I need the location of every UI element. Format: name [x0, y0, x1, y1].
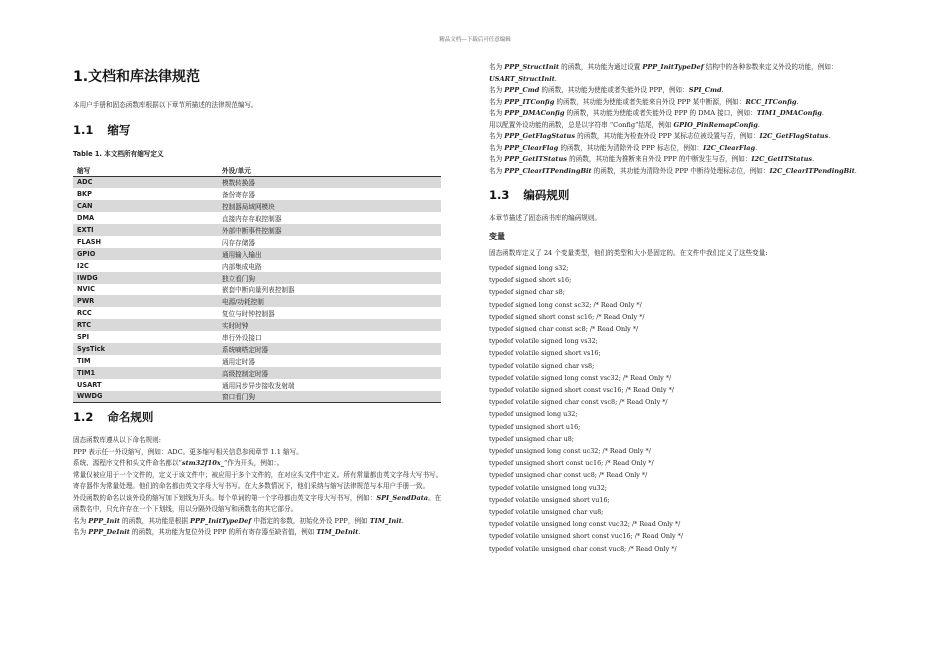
rule-emphasis: PPP_InitTypeDef: [642, 63, 704, 71]
rule-emphasis: USART_StructInit: [489, 74, 555, 83]
unit-cell: 独立看门狗: [218, 272, 441, 284]
abbreviation-cell: SPI: [77, 333, 90, 342]
typedef-line: typedef volatile unsigned long const vuc32; /* Read Only */: [489, 520, 681, 529]
document-title: 1.文档和库法律规范: [73, 69, 201, 85]
abbreviation-cell: IWDG: [73, 272, 218, 284]
unit-cell: 备份寄存器: [222, 191, 255, 200]
table-row: [73, 331, 441, 343]
typedef-line: typedef volatile signed char vs8;: [489, 361, 595, 370]
rule-text: 系统、源程序文件和头文件命名都以“: [73, 459, 182, 468]
table-row: [73, 212, 441, 224]
typedef-line: typedef signed short s16;: [489, 276, 572, 285]
abbreviation-cell: USART: [77, 380, 102, 389]
rule-emphasis: PPP_Init: [88, 516, 120, 525]
rule-text: ”作为开头，例如：。: [224, 459, 284, 468]
typedef-line: typedef unsigned short u16;: [489, 422, 581, 431]
abbreviation-cell: BKP: [77, 190, 92, 199]
abbreviation-cell: TIM: [77, 356, 91, 365]
section-title: 命名规则: [107, 410, 154, 425]
typedef-line: typedef unsigned char u8;: [489, 434, 574, 443]
rule-emphasis: GPIO_PinRemapConfig: [673, 120, 758, 129]
rule-emphasis: I2C_ClearITPendingBit: [769, 166, 855, 175]
abbreviation-cell: SysTick: [73, 343, 218, 355]
abbreviation-cell: RCC: [77, 309, 92, 318]
table-row: [73, 295, 441, 307]
rule-line: 名为 PPP_GetITStatus 的函数，其功能为推断来自外设 PPP 的中断发生与否，例如：I2C_GetITStatus.: [489, 155, 815, 163]
page-header: 精品文档---下载后可任意编辑: [439, 37, 511, 43]
abbreviation-cell: RTC: [73, 319, 218, 331]
naming-rules-continued: [489, 62, 889, 177]
rule-emphasis: PPP_Cmd: [504, 86, 540, 94]
rule-line: [73, 527, 443, 539]
rule-emphasis: PPP_ClearFlag: [504, 143, 559, 152]
rule-line: PPP 表示任一外设缩写，例如：ADC。更多缩写相关信息参阅章节 1.1 缩写。: [73, 447, 303, 456]
section-title: 编码规则: [523, 188, 570, 202]
abbreviation-table: [73, 164, 441, 404]
typedef-line: typedef volatile signed long vs32;: [489, 337, 598, 346]
rule-text: 名为: [73, 528, 89, 537]
typedef-line: typedef volatile signed char const vsc8; /* Read Only */: [489, 398, 668, 407]
rule-emphasis: I2C_ClearFlag: [703, 143, 756, 152]
typedef-line: typedef volatile unsigned long vu32;: [489, 483, 607, 492]
typedef-line: typedef unsigned char const uc8; /* Read Only */: [489, 471, 648, 480]
typedef-line: typedef volatile unsigned short const vuc16; /* Read Only */: [489, 532, 684, 541]
table-row: [73, 260, 441, 272]
typedef-line: typedef signed long const sc32; /* Read Only */: [489, 300, 642, 309]
typedef-line: typedef signed char const sc8; /* Read Only */: [489, 325, 639, 334]
rule-line: 名为 PPP_StructInit 的函数，其功能为通过设置 PPP_InitTypeDef 结构中的各种参数来定义外设的功能，例如：USART_StructInit.: [489, 63, 838, 83]
unit-cell: 外部中断事件控制器: [218, 224, 441, 236]
table-row: [73, 391, 441, 403]
rule-emphasis: PPP_ClearITPendingBit: [504, 166, 592, 175]
section-title: 缩写: [107, 122, 131, 137]
unit-cell: 系统嘀嗒定时器: [218, 343, 441, 355]
table-caption: Table 1. 本文档所有缩写定义: [73, 149, 164, 158]
section-intro: 本章节描述了固态函书库的编码规则。: [489, 214, 602, 222]
rule-line: 用以配置外设功能的函数，总是以字符串 “Config”结尾，例如 GPIO_PinRemapConfig.: [489, 120, 760, 129]
left-column: [73, 62, 443, 539]
typedef-line: typedef signed char s8;: [489, 288, 565, 297]
rule-emphasis: I2C_GetITStatus: [751, 155, 813, 163]
rule-emphasis: I2C_GetFlagStatus: [759, 132, 829, 140]
unit-cell: 直接内存存取控制器: [222, 215, 282, 224]
rule-text: 的函数，其功能是根据: [119, 516, 191, 525]
typedef-line: typedef signed long s32;: [489, 264, 569, 272]
unit-cell: 闪存存储器: [222, 238, 255, 247]
typedef-line: typedef volatile signed long const vsc32; /* Read Only */: [489, 373, 672, 382]
rule-line: [73, 458, 443, 470]
typedef-line: typedef unsigned long const uc32; /* Read Only */: [489, 447, 651, 456]
unit-cell: 电源/功耗控制: [218, 295, 441, 307]
rule-text: 名为: [73, 516, 89, 525]
unit-cell: 通用同步异步接收发射端: [222, 381, 295, 390]
unit-cell: 实时时钟: [218, 319, 441, 331]
abbreviation-cell: CAN: [73, 200, 218, 212]
rule-emphasis: SPI_Cmd: [688, 86, 722, 94]
table-row: [73, 188, 441, 200]
table-row: [73, 319, 441, 331]
table-row: [73, 284, 441, 296]
unit-cell: 模数转换器: [218, 176, 441, 188]
section-number: 1.2: [73, 410, 94, 425]
rule-text: .: [401, 516, 404, 525]
table-row: [73, 248, 441, 260]
section-heading-naming: [73, 409, 443, 425]
rule-emphasis: PPP_InitTypeDef: [190, 516, 252, 525]
table-row: [73, 176, 441, 188]
typedef-line: typedef unsigned long u32;: [489, 410, 578, 419]
typedef-line: typedef signed short const sc16; /* Read Only */: [489, 312, 645, 321]
rule-line: 名为 PPP_DMAConfig 的函数，其功能为使能或者失能外设 PPP 的 DMA 接口，例如：TIM1_DMAConfig.: [489, 109, 824, 117]
naming-rules: [73, 435, 443, 539]
rule-emphasis: RCC_ITConfig: [745, 97, 797, 106]
typedef-line: typedef volatile signed short const vsc16; /* Read Only */: [489, 386, 674, 395]
rule-line: 名为 PPP_GetFlagStatus 的函数，其功能为检查外设 PPP 某标志位被设置与否，例如：I2C_GetFlagStatus.: [489, 132, 831, 140]
unit-cell: 内部集成电路: [222, 262, 262, 271]
unit-cell: 复位与时钟控制器: [222, 310, 275, 319]
rule-line: 名为 PPP_ITConfig 的函数，其功能为使能或者失能来自外设 PPP 某中断源，例如：RCC_ITConfig.: [489, 97, 799, 106]
abbreviation-cell: DMA: [77, 214, 95, 223]
rule-emphasis: PPP_DeInit: [88, 528, 130, 537]
rule-line: 名为 PPP_ClearFlag 的函数，其功能为清除外设 PPP 标志位，例如：I2C_ClearFlag.: [489, 143, 758, 152]
abbreviation-cell: ADC: [73, 176, 218, 188]
rule-emphasis: SPI_SendData: [376, 493, 429, 502]
column-header-abbr: 缩写: [73, 164, 218, 177]
column-header-unit: 外设/单元: [218, 164, 441, 177]
typedef-list: [489, 262, 889, 555]
rule-emphasis: PPP_ITConfig: [504, 97, 555, 106]
abbreviation-cell: TIM1: [73, 367, 218, 379]
rule-text: 的函数，其功能为复位外设 PPP 的所有寄存器至缺省值，例如: [129, 528, 317, 537]
section-number: 1.1: [73, 122, 94, 137]
unit-cell: 窗口看门狗: [218, 391, 441, 403]
table-header-row: [73, 164, 441, 177]
section-heading-coding: [489, 187, 889, 203]
rule-line: [73, 493, 443, 516]
table-row: [73, 272, 441, 284]
typedef-line: typedef volatile signed short vs16;: [489, 349, 601, 358]
rule-emphasis: PPP_GetITStatus: [504, 155, 567, 163]
intro-paragraph: 本用户手册和固态函数库根据以下章节所描述的法律规范编写。: [73, 101, 258, 109]
table-row: [73, 200, 441, 212]
section-heading-abbreviations: [73, 122, 443, 138]
unit-cell: 通用输入输出: [218, 248, 441, 260]
rule-emphasis: TIM1_DMAConfig: [756, 109, 822, 117]
subsection-heading-variables: 变量: [489, 231, 505, 241]
rule-emphasis: stm32f10x_: [181, 459, 225, 468]
abbreviation-cell: WWDG: [73, 391, 218, 403]
variables-intro: 固态函数库定义了 24 个变量类型，他们的类型和大小是固定的。在文件中我们定义了这些变量:: [489, 248, 768, 257]
section-number: 1.3: [489, 188, 510, 202]
rule-text: 外设函数的命名以该外设的缩写加下划线为开头。每个单词的第一个字母都由英文字母大写书写，例如：: [73, 493, 377, 502]
rule-line: 寄存器作为常量处理。他们的命名都由英文字母大写书写。在大多数情况下，他们采纳与缩写法律规范与本用户手册一致。: [73, 482, 430, 491]
table-row: [73, 367, 441, 379]
rule-text: 中指定的参数，初始化外设 PPP，例如: [251, 516, 370, 525]
rule-emphasis: PPP_DMAConfig: [504, 109, 565, 117]
abbreviation-cell: NVIC: [77, 285, 95, 294]
unit-cell: 嵌套中断向量列表控制器: [222, 286, 295, 295]
rule-emphasis: PPP_GetFlagStatus: [504, 132, 576, 140]
table-row: [73, 343, 441, 355]
table-row: [73, 224, 441, 236]
table-body: [73, 176, 441, 403]
table-row: [73, 355, 441, 367]
table-row: [73, 307, 441, 319]
rule-emphasis: TIM_Init: [369, 516, 402, 525]
rule-text: .: [358, 528, 361, 537]
typedef-line: typedef volatile unsigned char vu8;: [489, 508, 604, 517]
typedef-line: typedef volatile unsigned char const vuc8; /* Read Only */: [489, 544, 677, 553]
right-column: [489, 62, 889, 555]
table-row: [73, 379, 441, 391]
rule-line: [73, 516, 443, 528]
rule-line: 名为 PPP_ClearITPendingBit 的函数，其功能为清除外设 PPP 中断待处理标志位，例如：I2C_ClearITPendingBit.: [489, 166, 857, 175]
abbreviation-cell: I2C: [77, 261, 89, 270]
abbreviation-cell: FLASH: [77, 237, 102, 246]
rule-line: 名为 PPP_Cmd 的函数，其功能为使能或者失能外设 PPP，例如：SPI_Cmd.: [489, 86, 724, 94]
rule-line: 固态函数库遵从以下命名规则:: [73, 436, 161, 445]
rule-line: 常量仅被应用于一个文件的，定义于该文件中；被应用于多个文件的，在对应头文件中定义。所有常量都由英文字母大写书写。: [73, 470, 443, 479]
abbreviation-cell: EXTI: [73, 224, 218, 236]
abbreviation-cell: GPIO: [73, 248, 218, 260]
unit-cell: 串行外设接口: [222, 334, 262, 343]
table-row: [73, 236, 441, 248]
typedef-line: typedef unsigned short const uc16; /* Read Only */: [489, 459, 654, 468]
typedef-line: typedef volatile unsigned short vu16;: [489, 495, 610, 504]
abbreviation-cell: PWR: [73, 295, 218, 307]
unit-cell: 通用定时器: [222, 357, 255, 366]
unit-cell: 控制器局域网模块: [218, 200, 441, 212]
rule-emphasis: TIM_DeInit: [316, 528, 359, 537]
rule-text: 。在函数名中，只允许存在一个下划线，用以分隔外设缩写和函数名的其它部分。: [73, 493, 442, 514]
unit-cell: 高级控制定时器: [218, 367, 441, 379]
rule-emphasis: PPP_StructInit: [504, 63, 560, 71]
